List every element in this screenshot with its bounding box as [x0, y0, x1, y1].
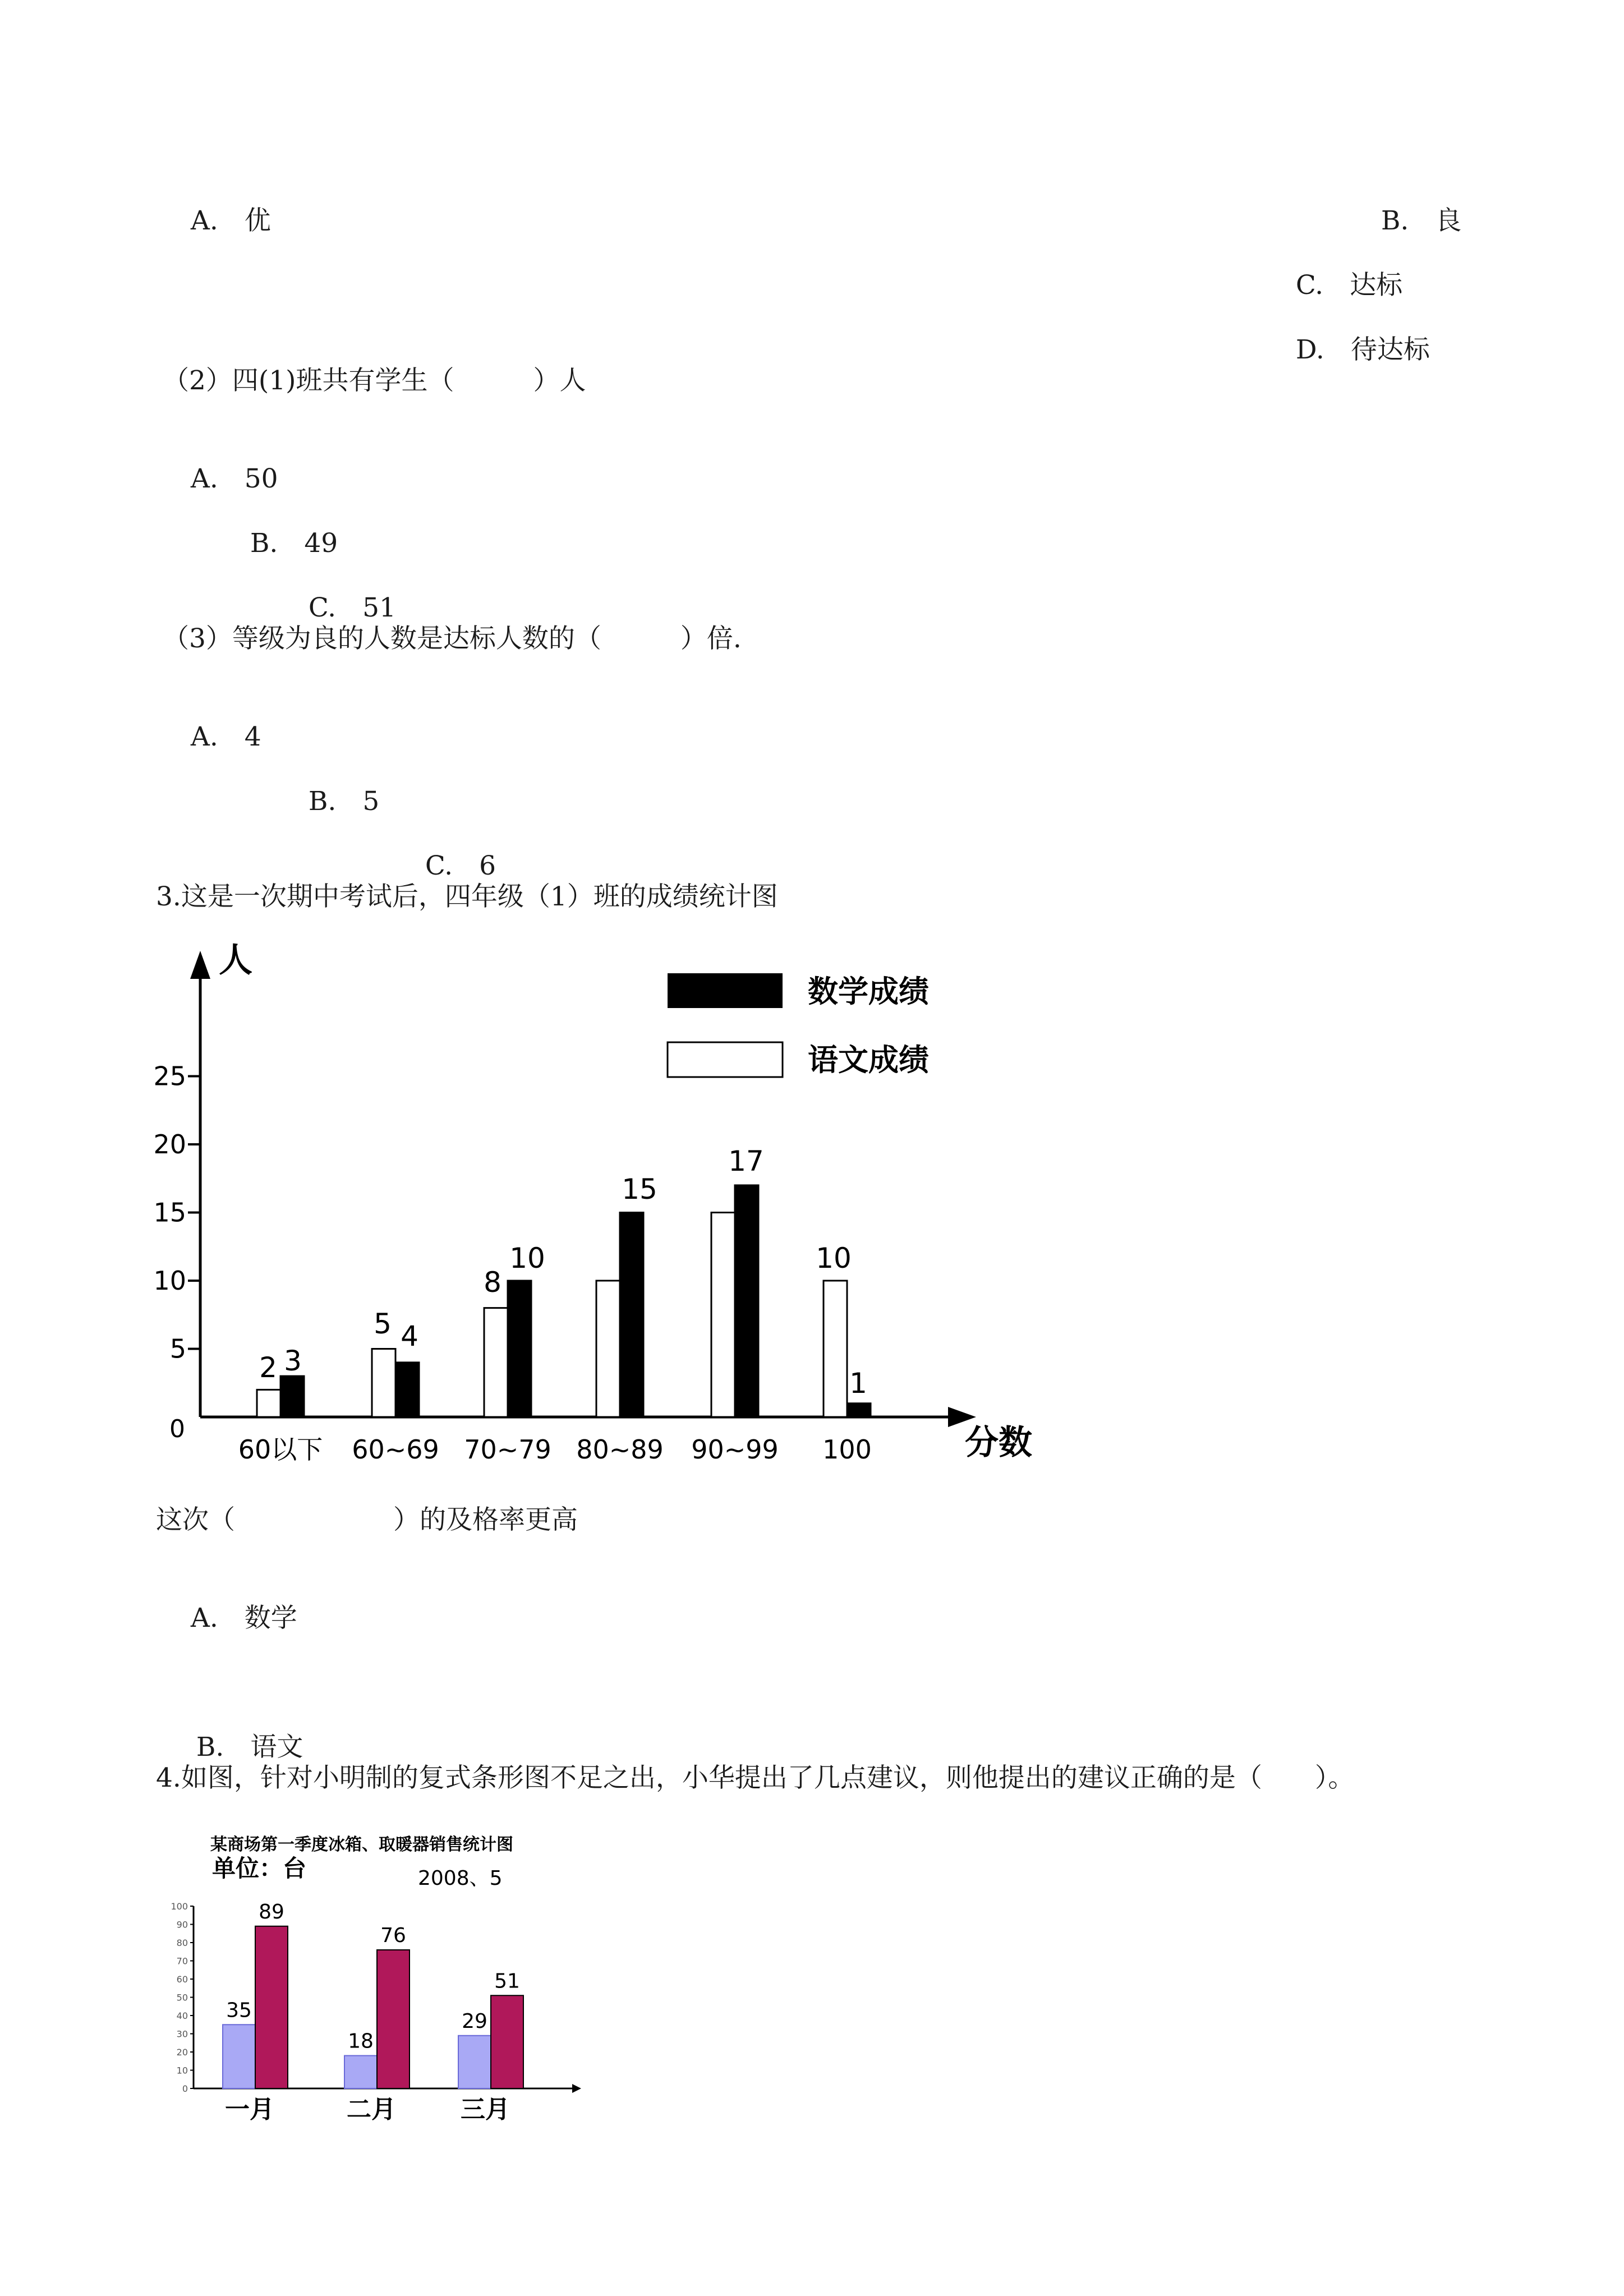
sales-bar-chart	[0, 1812, 617, 2137]
data-label: 2	[259, 1351, 277, 1384]
bar-math	[847, 1404, 871, 1417]
question3-stem: 3.这是一次期中考试后，四年级（1）班的成绩统计图	[156, 881, 778, 912]
q3sub-option-a[interactable]	[174, 687, 261, 754]
data-label: 5	[374, 1308, 392, 1340]
q2-option-a[interactable]	[174, 429, 278, 496]
option-text: 达标	[1350, 270, 1403, 301]
x-tick-label: 100	[822, 1434, 872, 1465]
data-label: 18	[348, 2030, 374, 2053]
x-tick-label: 80~89	[576, 1434, 664, 1465]
y-tick-label: 0	[182, 2083, 188, 2094]
q2-stem: （2）四(1)班共有学生（ ）人	[163, 365, 586, 396]
x-tick-label: 二月	[347, 2095, 396, 2124]
y-tick-label: 40	[176, 2010, 188, 2021]
bar-math	[280, 1376, 304, 1417]
bar-heater	[377, 1950, 410, 2088]
x-tick-label: 90~99	[691, 1434, 779, 1465]
origin-label: 0	[169, 1415, 185, 1443]
bar-heater	[491, 1995, 523, 2088]
bar-heater	[255, 1926, 288, 2088]
data-label: 76	[380, 1924, 406, 1947]
option-letter: C.	[308, 592, 337, 623]
bar-math	[620, 1213, 643, 1418]
y-tick-label: 50	[176, 1992, 188, 2003]
bar-chinese	[596, 1281, 620, 1417]
option-letter: B.	[196, 1732, 224, 1763]
bar-chinese	[484, 1308, 508, 1417]
option-text: 优	[244, 205, 271, 236]
q2-option-b[interactable]	[233, 493, 338, 560]
question3-option-a[interactable]	[174, 1568, 297, 1635]
data-label: 4	[401, 1320, 418, 1352]
x-tick-label: 70~79	[464, 1434, 551, 1465]
q1-option-a[interactable]	[174, 171, 271, 238]
option-text: 良	[1435, 205, 1462, 236]
q2-option-c[interactable]	[292, 558, 396, 625]
data-label: 3	[284, 1345, 302, 1377]
option-letter: D.	[1295, 334, 1324, 365]
y-tick-label: 60	[176, 1974, 188, 1985]
q3sub-option-c[interactable]	[408, 816, 496, 883]
option-text: 6	[479, 850, 496, 881]
option-letter: B.	[250, 528, 278, 559]
data-label: 51	[494, 1970, 520, 1993]
date-label: 2008、5	[418, 1867, 503, 1890]
legend-label-math: 数学成绩	[808, 974, 929, 1009]
legend	[668, 973, 929, 1078]
option-text: 数学	[244, 1603, 297, 1634]
bars	[257, 1185, 871, 1417]
bar-math	[735, 1185, 758, 1417]
y-tick-label: 10	[176, 2065, 188, 2076]
y-axis-label: 人	[219, 941, 252, 980]
data-label: 29	[462, 2009, 487, 2033]
option-letter: B.	[308, 786, 337, 817]
q1-option-d[interactable]	[1279, 300, 1430, 367]
option-text: 50	[244, 463, 278, 494]
score-bar-chart	[0, 926, 1624, 1487]
x-tick-label: 一月	[225, 2095, 274, 2124]
option-letter: A.	[190, 1603, 218, 1634]
data-label: 17	[728, 1145, 764, 1177]
question4-stem: 4.如图，针对小明制的复式条形图不足之出，小华提出了几点建议，则他提出的建议正确的是（ ）。	[156, 1763, 1355, 1793]
option-letter: A.	[190, 463, 218, 494]
x-tick-label: 60~69	[352, 1434, 439, 1465]
x-tick-label: 60以下	[238, 1434, 323, 1465]
legend-swatch-math	[668, 973, 783, 1008]
y-tick-label: 100	[171, 1901, 188, 1912]
option-text: 语文	[250, 1732, 303, 1763]
y-tick-label: 20	[176, 2047, 188, 2058]
q3sub-option-b[interactable]	[292, 751, 379, 818]
option-text: 51	[362, 592, 396, 623]
y-tick-label: 5	[169, 1333, 186, 1364]
bar-chinese	[823, 1281, 847, 1417]
data-label: 15	[622, 1173, 657, 1205]
option-text: 5	[362, 786, 380, 817]
data-label: 89	[259, 1900, 284, 1924]
question3-option-b[interactable]	[180, 1697, 303, 1764]
option-letter: B.	[1381, 205, 1409, 236]
option-letter: C.	[425, 850, 453, 881]
bars	[223, 1926, 523, 2088]
x-axis-label: 分数	[965, 1423, 1032, 1462]
y-axis-arrow	[190, 951, 210, 979]
legend-swatch-chinese	[668, 1042, 783, 1077]
q1-option-c[interactable]	[1279, 235, 1402, 302]
y-tick-label: 70	[176, 1955, 188, 1967]
bar-chinese	[372, 1349, 395, 1418]
data-label: 10	[816, 1242, 852, 1274]
option-text: 49	[304, 528, 338, 559]
data-labels	[259, 1145, 867, 1400]
bar-fridge	[223, 2024, 255, 2088]
question3-blank-line: 这次（ ）的及格率更高	[156, 1504, 578, 1535]
bar-fridge	[344, 2056, 377, 2089]
bar-math	[395, 1363, 419, 1417]
legend-label-chinese: 语文成绩	[808, 1042, 929, 1078]
unit-label: 单位：台	[212, 1855, 307, 1882]
y-tick-label: 15	[153, 1197, 186, 1228]
option-letter: C.	[1295, 270, 1324, 301]
x-tick-label: 三月	[461, 2095, 510, 2124]
x-axis-arrow	[572, 2084, 581, 2093]
data-label: 10	[509, 1242, 545, 1274]
y-tick-label: 20	[153, 1129, 186, 1159]
bar-chinese	[257, 1389, 280, 1417]
option-text: 4	[244, 721, 261, 752]
bar-fridge	[458, 2036, 491, 2088]
y-tick-label: 80	[176, 1938, 188, 1948]
bar-math	[508, 1281, 531, 1417]
y-tick-label: 25	[153, 1061, 186, 1092]
data-label: 35	[226, 1999, 252, 2022]
bar-chinese	[711, 1213, 735, 1418]
option-letter: A.	[190, 721, 218, 752]
chart-title: 某商场第一季度冰箱、取暖器销售统计图	[210, 1835, 513, 1855]
y-tick-label: 90	[176, 1919, 188, 1930]
q1-option-b[interactable]	[1364, 171, 1461, 238]
data-label: 1	[849, 1367, 867, 1400]
data-label: 8	[484, 1266, 502, 1299]
option-text: 待达标	[1350, 334, 1430, 365]
y-tick-label: 10	[153, 1266, 186, 1296]
y-tick-label: 30	[176, 2028, 188, 2040]
q3sub-stem: （3）等级为良的人数是达标人数的（ ）倍.	[163, 623, 742, 654]
option-letter: A.	[190, 205, 218, 236]
